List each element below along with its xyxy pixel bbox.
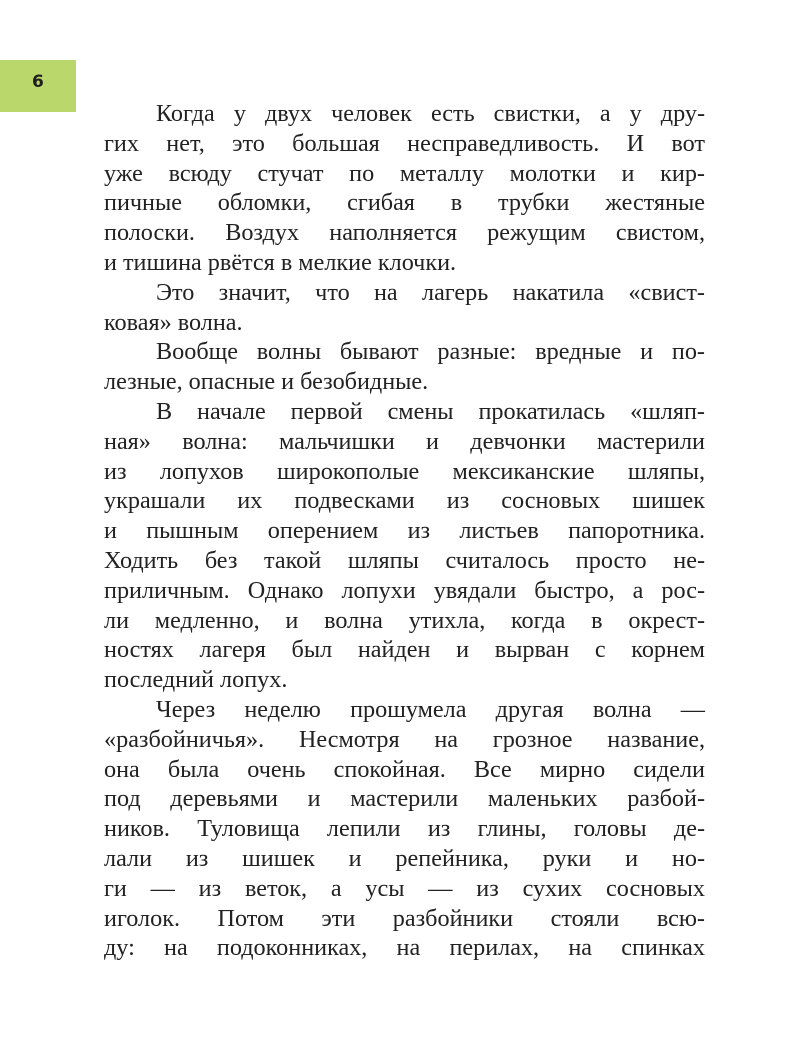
paragraph-razboinichya-volna	[104, 695, 705, 963]
text-line: В начале первой смены прокатилась «шляп-	[156, 397, 705, 425]
text-line: ковая» волна.	[104, 308, 243, 336]
text-line: пичные обломки, сгибая в трубки жестяные	[104, 189, 705, 217]
text-line: Когда у двух человек есть свистки, а у дру-	[156, 100, 705, 127]
paragraph-swistki	[104, 99, 705, 278]
text-line: лезные, опасные и безобидные.	[104, 368, 429, 396]
text-line: уже всюду стучат по металлу молотки и кир-	[104, 159, 705, 187]
page-number: 6	[32, 72, 44, 92]
text-line: и пышным оперением из листьев папоротника.	[104, 517, 705, 545]
text-line: гих нет, это большая несправедливость. И вот	[104, 129, 705, 157]
text-line: Ходить без такой шляпы считалось просто не-	[104, 546, 705, 574]
text-line: последний лопух.	[104, 666, 288, 694]
text-line: ностях лагеря был найден и вырван с корнем	[104, 636, 705, 664]
text-line: приличным. Однако лопухи увядали быстро, а рос-	[104, 576, 705, 604]
text-line: «разбойничья». Несмотря на грозное название,	[104, 725, 705, 753]
text-line: она была очень спокойная. Все мирно сидели	[104, 755, 705, 783]
text-line: полоски. Воздух наполняется режущим свистом,	[104, 219, 705, 247]
text-line: ли медленно, и волна утихла, когда в окрест-	[104, 606, 705, 634]
paragraph-swistkovaya-volna	[104, 278, 705, 338]
text-line: ги — из веток, а усы — из сухих сосновых	[104, 874, 705, 902]
text-line: украшали их подвесками из сосновых шишек	[104, 487, 705, 515]
text-line: ная» волна: мальчишки и девчонки мастерили	[104, 427, 705, 455]
text-line: и тишина рвётся в мелкие клочки.	[104, 248, 457, 276]
text-line: ников. Туловища лепили из глины, головы де-	[104, 815, 705, 843]
text-line: под деревьями и мастерили маленьких разбой-	[104, 785, 705, 813]
paragraph-volny-raznye	[104, 337, 705, 397]
body-text	[104, 99, 705, 963]
text-line: Вообще волны бывают разные: вредные и по-	[156, 338, 705, 366]
text-line: ду: на подоконниках, на перилах, на спинках	[104, 934, 705, 962]
text-line: из лопухов широкополые мексиканские шляпы,	[104, 457, 705, 485]
text-line: Через неделю прошумела другая волна —	[156, 695, 705, 723]
text-line: лали из шишек и репейника, руки и но-	[104, 844, 705, 872]
text-line: Это значит, что на лагерь накатила «свист-	[156, 278, 705, 306]
paragraph-shlyapnaya-volna	[104, 397, 705, 695]
text-line: иголок. Потом эти разбойники стояли всю-	[104, 904, 705, 932]
